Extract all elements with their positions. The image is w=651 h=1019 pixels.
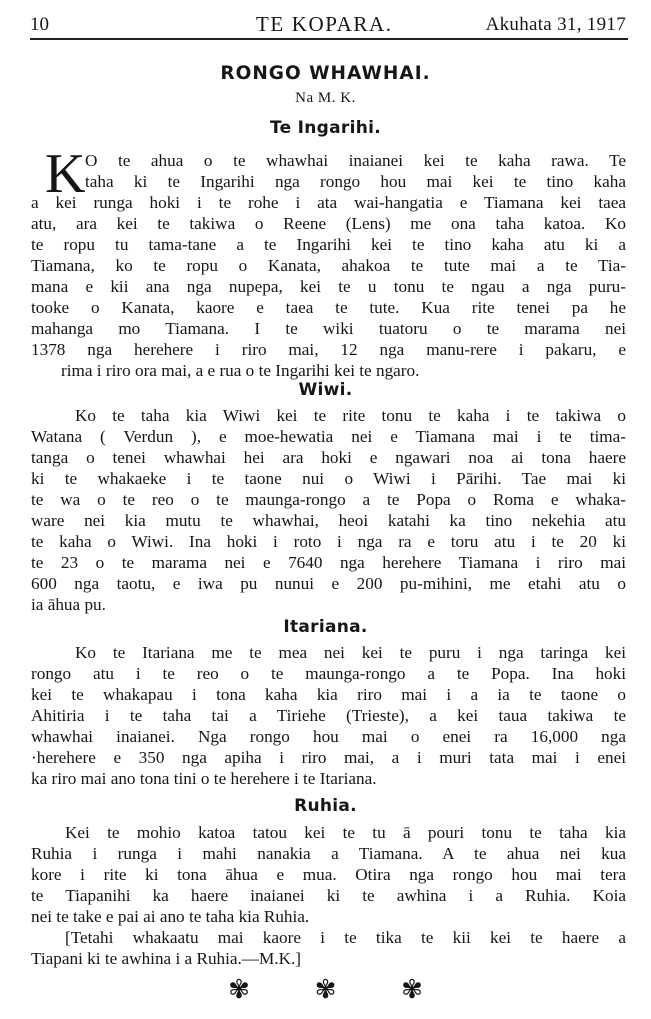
text-line: Ruhia i runga i mahi nanakia a Tiamana. A te ahua nei kua (31, 844, 626, 863)
text-line: Watana ( Verdun ), e moe-hewatia nei e Tiamana mai i te tima- (31, 427, 626, 446)
text-line: tanga o tenei whawhai hei ara hoki e ngawari noa ai tona haere (31, 448, 626, 467)
text-line: [Tetahi whakaatu mai kaore i te tika te kii kei te haere a (65, 928, 626, 947)
text-line: te kaha o Wiwi. Ina hoki i roto i nga ra e toru atu i te 20 ki (31, 532, 626, 551)
text-line: whawhai inaianei. Nga rongo hou mai o enei ra 16,000 nga (31, 727, 626, 746)
text-line: Tiapani ki te awhina i a Ruhia.—M.K.] (31, 949, 302, 968)
text-line: mahanga mo Tiamana. I te wiki tuatoru o te marama nei (31, 319, 626, 338)
text-line: ware nei kia mutu te whawhai, heoi katahi ka tino nekehia atu (31, 511, 626, 530)
issue-date: Akuhata 31, 1917 (485, 14, 626, 35)
text-line: ia āhua pu. (31, 595, 106, 614)
text-line: ki te whakaeke i te taone nui o Wiwi i Pārihi. Tae mai ki (31, 469, 626, 488)
text-line: kore i rite ki tona āhua e mua. Otira nga rongo hou mai tera (31, 865, 626, 884)
article-title: RONGO WHAWHAI. (220, 63, 431, 84)
text-line: ka riro mai ano tona tini o te herehere i te Itariana. (31, 769, 377, 788)
flower-ornament-icon: ✾ (401, 975, 423, 1004)
text-line: Ko te Itariana me te mea nei kei te puru i nga taringa kei (75, 643, 626, 662)
text-line: tooke o Kanata, kaore e taea te tute. Kua rite tenei pa he (31, 298, 626, 317)
text-line: rongo atu i te reo o te maunga-rongo a te Popa. Ina hoki (31, 664, 626, 683)
ornament-row (0, 975, 651, 1005)
text-line: te wa o te reo o te maunga-rongo a te Popa o Roma e whaka- (31, 490, 626, 509)
text-line: Tiamana, ko te ropu o Kanata, ahakoa te tute mai a te Tia- (31, 256, 626, 275)
text-line: te Tiapanihi ka haere inaianei ki te awhina i a Ruhia. Koia (31, 886, 626, 905)
section-body-itariana (31, 642, 626, 789)
text-line: mana e kii ana nga nupepa, kei te u tonu te ngau a nga puru- (31, 277, 626, 296)
section-body-ruhia (31, 822, 626, 969)
text-line: 1378 nga herehere i riro mai, 12 nga manu-rere i pakaru, e (31, 340, 626, 359)
text-line: taha ki te Ingarihi nga rongo hou mai kei te tino kaha (85, 172, 626, 191)
section-heading-ingarihi: Te Ingarihi. (269, 118, 382, 138)
text-line: te ropu tu tama-tane a te Ingarihi kei te tino kaha atu ki a (31, 235, 626, 254)
flower-ornament-icon: ✾ (228, 975, 250, 1004)
text-line: rima i riro ora mai, a e rua o te Ingarihi kei te ngaro. (61, 361, 420, 380)
text-line: a kei runga hoki i te rohe i ata wai-hangatia e Tiamana kei taea (31, 193, 626, 212)
publication-title: TE KOPARA. (256, 12, 393, 36)
drop-cap: K (45, 143, 86, 205)
page-number: 10 (30, 14, 49, 35)
section-heading-itariana: Itariana. (283, 617, 368, 637)
article-byline: Na M. K. (295, 90, 356, 106)
running-header (30, 8, 628, 40)
text-line: atu, ara kei te takiwa o Reene (Lens) me ona taha katoa. Ko (31, 214, 626, 233)
text-line: te 23 o te marama nei e 7640 nga herehere Tiamana i riro mai (31, 553, 626, 572)
section-heading-ruhia: Ruhia. (294, 796, 357, 816)
text-line: Ahitiria i te taha tai a Tiriehe (Trieste), a kei taua takiwa te (31, 706, 626, 725)
text-line: ·herehere e 350 nga apiha i riro mai, a i muri tata mai i enei (31, 748, 626, 767)
section-body-wiwi (31, 405, 626, 615)
section-body-ingarihi (31, 143, 626, 381)
text-line: nei te take e pai ai ano te taha kia Ruhia. (31, 907, 310, 926)
text-line: O te ahua o te whawhai inaianei kei te kaha rawa. Te (85, 151, 626, 170)
text-line: kei te whakapau i tona kaha kia riro mai i a ia te taone o (31, 685, 626, 704)
text-line: Ko te taha kia Wiwi kei te rite tonu te kaha i te takiwa o (75, 406, 626, 425)
flower-ornament-icon: ✾ (314, 975, 337, 1004)
text-line: Kei te mohio katoa tatou kei te tu ā pouri tonu te taha kia (65, 823, 626, 842)
section-heading-wiwi: Wiwi. (298, 380, 353, 400)
text-line: 600 nga taotu, e iwa pu nunui e 200 pu-mihini, me etahi atu o (31, 574, 626, 593)
